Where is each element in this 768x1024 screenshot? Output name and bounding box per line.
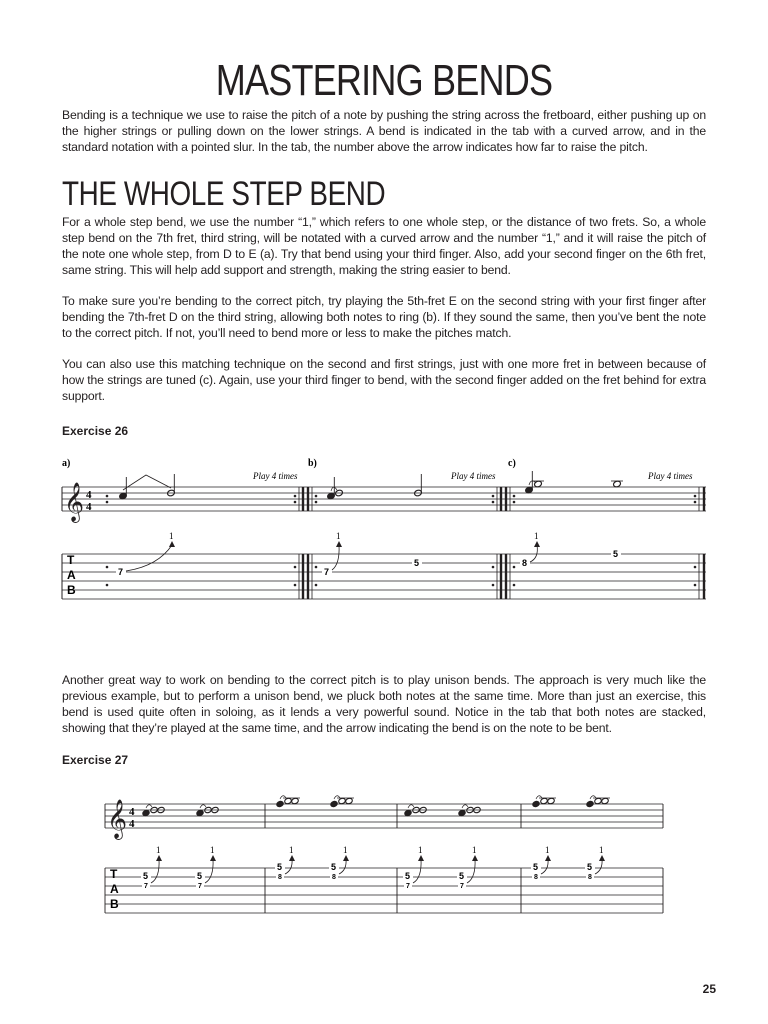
ex27-m2a-top: 5 (277, 862, 283, 872)
treble-clef-icon: 𝄞 (64, 484, 85, 521)
ex27-m4b-top: 5 (587, 862, 593, 872)
ex27-m1b-bottom: 7 (198, 883, 202, 890)
ex27-m1b-bend-amount: 1 (210, 845, 215, 855)
page-title: MASTERING BENDS (215, 56, 553, 105)
ex27-m4b-bottom: 8 (588, 874, 592, 881)
ex26-bend-amount-c: 1 (534, 531, 539, 541)
ex27-staff-lines (105, 804, 663, 828)
ex26-tab-fret-b-bend: 7 (324, 567, 330, 577)
page-number: 25 (702, 982, 716, 996)
ex26-play-text-c: Play 4 times (648, 471, 693, 481)
exercise-26-label: Exercise 26 (62, 424, 129, 438)
ex26-tab-fret-c-target: 5 (613, 549, 619, 559)
ex27-m4a-bottom: 8 (534, 874, 538, 881)
ex26-time-sig-top: 4 (86, 489, 92, 501)
ex27-bend-m2b (329, 845, 349, 881)
ex26-tab-section-c (520, 531, 621, 568)
ex27-m3b-bottom: 7 (460, 883, 464, 890)
paragraph-unison-bends: Another great way to work on bending to the correct pitch is to play unison bends. The approach is very much like the previous example, but to perform a unison bend, we pluck both notes at the same time. More than just an exercise, this bend is used quite often in soloing, as it lends a very powerful sound. Notice in the tab that both notes are stacked, showing that they’re played at the same time, and the arrow indicating the bend is on the note to be bent. (62, 673, 706, 735)
ex27-m2b-bottom: 8 (332, 874, 336, 881)
treble-clef-icon: 𝄞 (107, 801, 128, 838)
ex27-m2b-top: 5 (331, 862, 337, 872)
ex26-section-c-notes (525, 471, 623, 494)
ex26-mark-b: b) (308, 458, 317, 469)
ex27-m1a-bend-amount: 1 (156, 845, 161, 855)
exercise-27-label: Exercise 27 (62, 753, 129, 767)
ex27-bend-m4b (585, 845, 605, 881)
ex27-tab-clef-a: A (110, 882, 119, 896)
ex27-tab-clef-t: T (110, 867, 118, 881)
ex26-mark-a: a) (62, 458, 71, 469)
ex27-m2b-bend-amount: 1 (343, 845, 348, 855)
paragraph-matching: To make sure you’re bending to the correct pitch, try playing the 5th-fret E on the second string with your first finger after bending the 7th-fret D on the third string, allowing both notes to ring (b). If they sound the same, then you’ve bent the note to the correct pitch. If not, you’ll need to bend more or less to make the pitches match. (62, 294, 706, 340)
ex27-tab-bends (141, 845, 605, 890)
ex27-time-sig-top: 4 (129, 806, 135, 818)
ex27-m3a-bend-amount: 1 (418, 845, 423, 855)
ex26-bend-amount-b: 1 (336, 531, 341, 541)
exercise-27-notation (0, 790, 768, 920)
ex26-tab-fret-b-target: 5 (414, 558, 420, 568)
ex27-m1a-top: 5 (143, 871, 149, 881)
ex27-bend-m3b (457, 845, 478, 890)
ex27-m1a-bottom: 7 (144, 883, 148, 890)
ex27-bend-m1b (195, 845, 216, 890)
ex27-m4a-top: 5 (533, 862, 539, 872)
ex26-bend-amount-a: 1 (169, 531, 174, 541)
ex27-m2a-bottom: 8 (278, 874, 282, 881)
ex27-m4a-bend-amount: 1 (545, 845, 550, 855)
ex27-m1b-top: 5 (197, 871, 203, 881)
ex26-tab-clef-b: B (67, 583, 76, 597)
ex26-tab-clef-t: T (67, 553, 75, 567)
ex27-m4b-bend-amount: 1 (599, 845, 604, 855)
ex26-staff-lines (62, 487, 706, 511)
ex26-repeat-dots (106, 495, 697, 587)
exercise-26-notation (0, 450, 768, 610)
ex27-m3a-bottom: 7 (406, 883, 410, 890)
ex26-play-text-a: Play 4 times (253, 471, 298, 481)
ex27-m3b-bend-amount: 1 (472, 845, 477, 855)
ex26-tab-lines (62, 554, 706, 599)
ex27-tab-clef-b: B (110, 897, 119, 911)
intro-paragraph: Bending is a technique we use to raise the pitch of a note by pushing the string across the fretboard, either pushing up on the higher strings or pulling down on the lower strings. A bend is indicated in the tab with a curved arrow, and in the standard notation with a pointed slur. In the tab, the number above the arrow indicates how far to raise the pitch. (62, 108, 706, 154)
ex26-mark-c: c) (508, 458, 516, 469)
ex27-time-sig-bottom: 4 (129, 818, 135, 830)
ex26-play-text-b: Play 4 times (451, 471, 496, 481)
ex27-bend-m4a (531, 845, 551, 881)
ex26-time-sig-bottom: 4 (86, 501, 92, 513)
ex27-tab-lines (105, 868, 663, 913)
ex26-barlines (62, 487, 704, 599)
ex27-m3b-top: 5 (459, 871, 465, 881)
section-title: THE WHOLE STEP BEND (62, 175, 386, 213)
ex27-bend-m2a (275, 845, 295, 881)
ex26-tab-fret-a: 7 (118, 567, 124, 577)
ex27-m2a-bend-amount: 1 (289, 845, 294, 855)
ex27-barlines (105, 804, 663, 913)
ex26-tab-fret-c-bend: 8 (522, 558, 528, 568)
ex27-notes (142, 796, 610, 817)
paragraph-second-first-strings: You can also use this matching technique on the second and first strings, just with one more fret in between because of how the strings are tuned (c). Again, use your third finger to bend, with the second finger added on the fret behind for extra support. (62, 357, 706, 403)
ex27-m3a-top: 5 (405, 871, 411, 881)
paragraph-whole-step: For a whole step bend, we use the number “1,” which refers to one whole step, or the distance of two frets. So, a whole step bend on the 7th fret, third string, will be notated with a curved arrow and the number “1,” and it will raise the pitch of the note one whole step, from D to E (a). Try that bend using your third finger. Also, add your second finger on the 6th fret, same string. This will help add support and strength, making the string easier to bend. (62, 215, 706, 277)
ex26-tab-clef-a: A (67, 568, 76, 582)
ex27-bend-m3a (403, 845, 424, 890)
ex27-bend-m1a (141, 845, 162, 890)
